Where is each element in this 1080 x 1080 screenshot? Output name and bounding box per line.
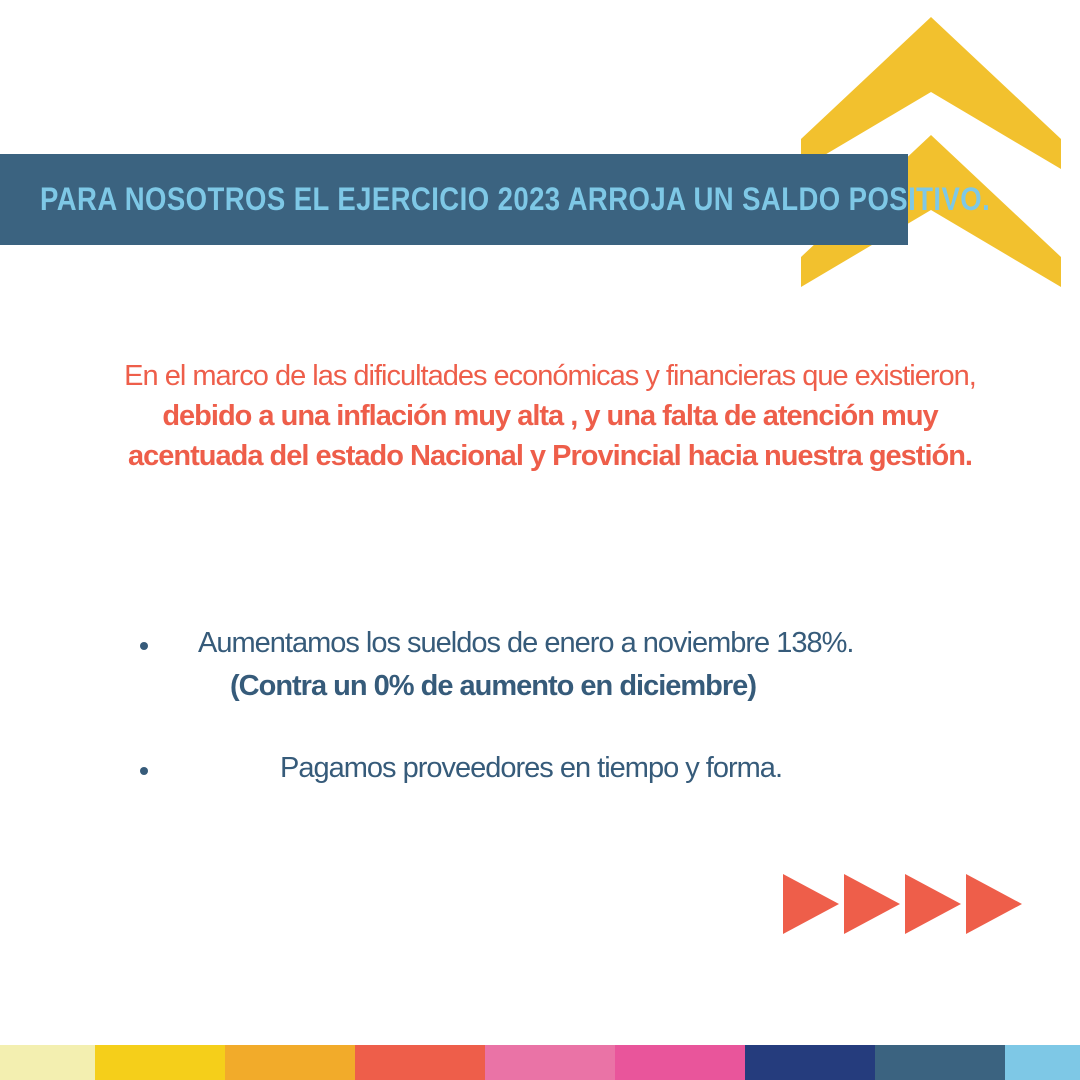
title-banner — [0, 154, 991, 245]
stripe — [615, 1045, 745, 1080]
page-title: PARA NOSOTROS EL EJERCICIO 2023 ARROJA UN SALDO POSITIVO. — [40, 181, 991, 217]
double-chevron-up-icon — [796, 12, 1066, 292]
stripe — [355, 1045, 485, 1080]
bullet-dot — [140, 767, 148, 775]
bullet-text: Pagamos proveedores en tiempo y forma. — [280, 752, 782, 784]
stripe — [875, 1045, 1005, 1080]
intro-bold-text: debido a una inflación muy alta , y una falta de atención muy acentuada del estado Nacional y Provincial hacia nuestra gestión. — [128, 400, 972, 472]
stripe — [225, 1045, 355, 1080]
stripe — [95, 1045, 225, 1080]
bullet-dot — [140, 642, 148, 650]
play-arrows-icon — [783, 872, 1023, 936]
stripe — [0, 1045, 95, 1080]
intro-normal-text: En el marco de las dificultades económicas y financieras que existieron, — [124, 360, 976, 392]
bullet-text: Aumentamos los sueldos de enero a noviembre 138%. — [198, 627, 854, 659]
stripe — [1005, 1045, 1080, 1080]
color-stripe-bar — [0, 1045, 1080, 1080]
stripe — [745, 1045, 875, 1080]
bullet-note: (Contra un 0% de aumento en diciembre) — [230, 670, 756, 702]
intro-paragraph — [110, 356, 990, 476]
stripe — [485, 1045, 615, 1080]
